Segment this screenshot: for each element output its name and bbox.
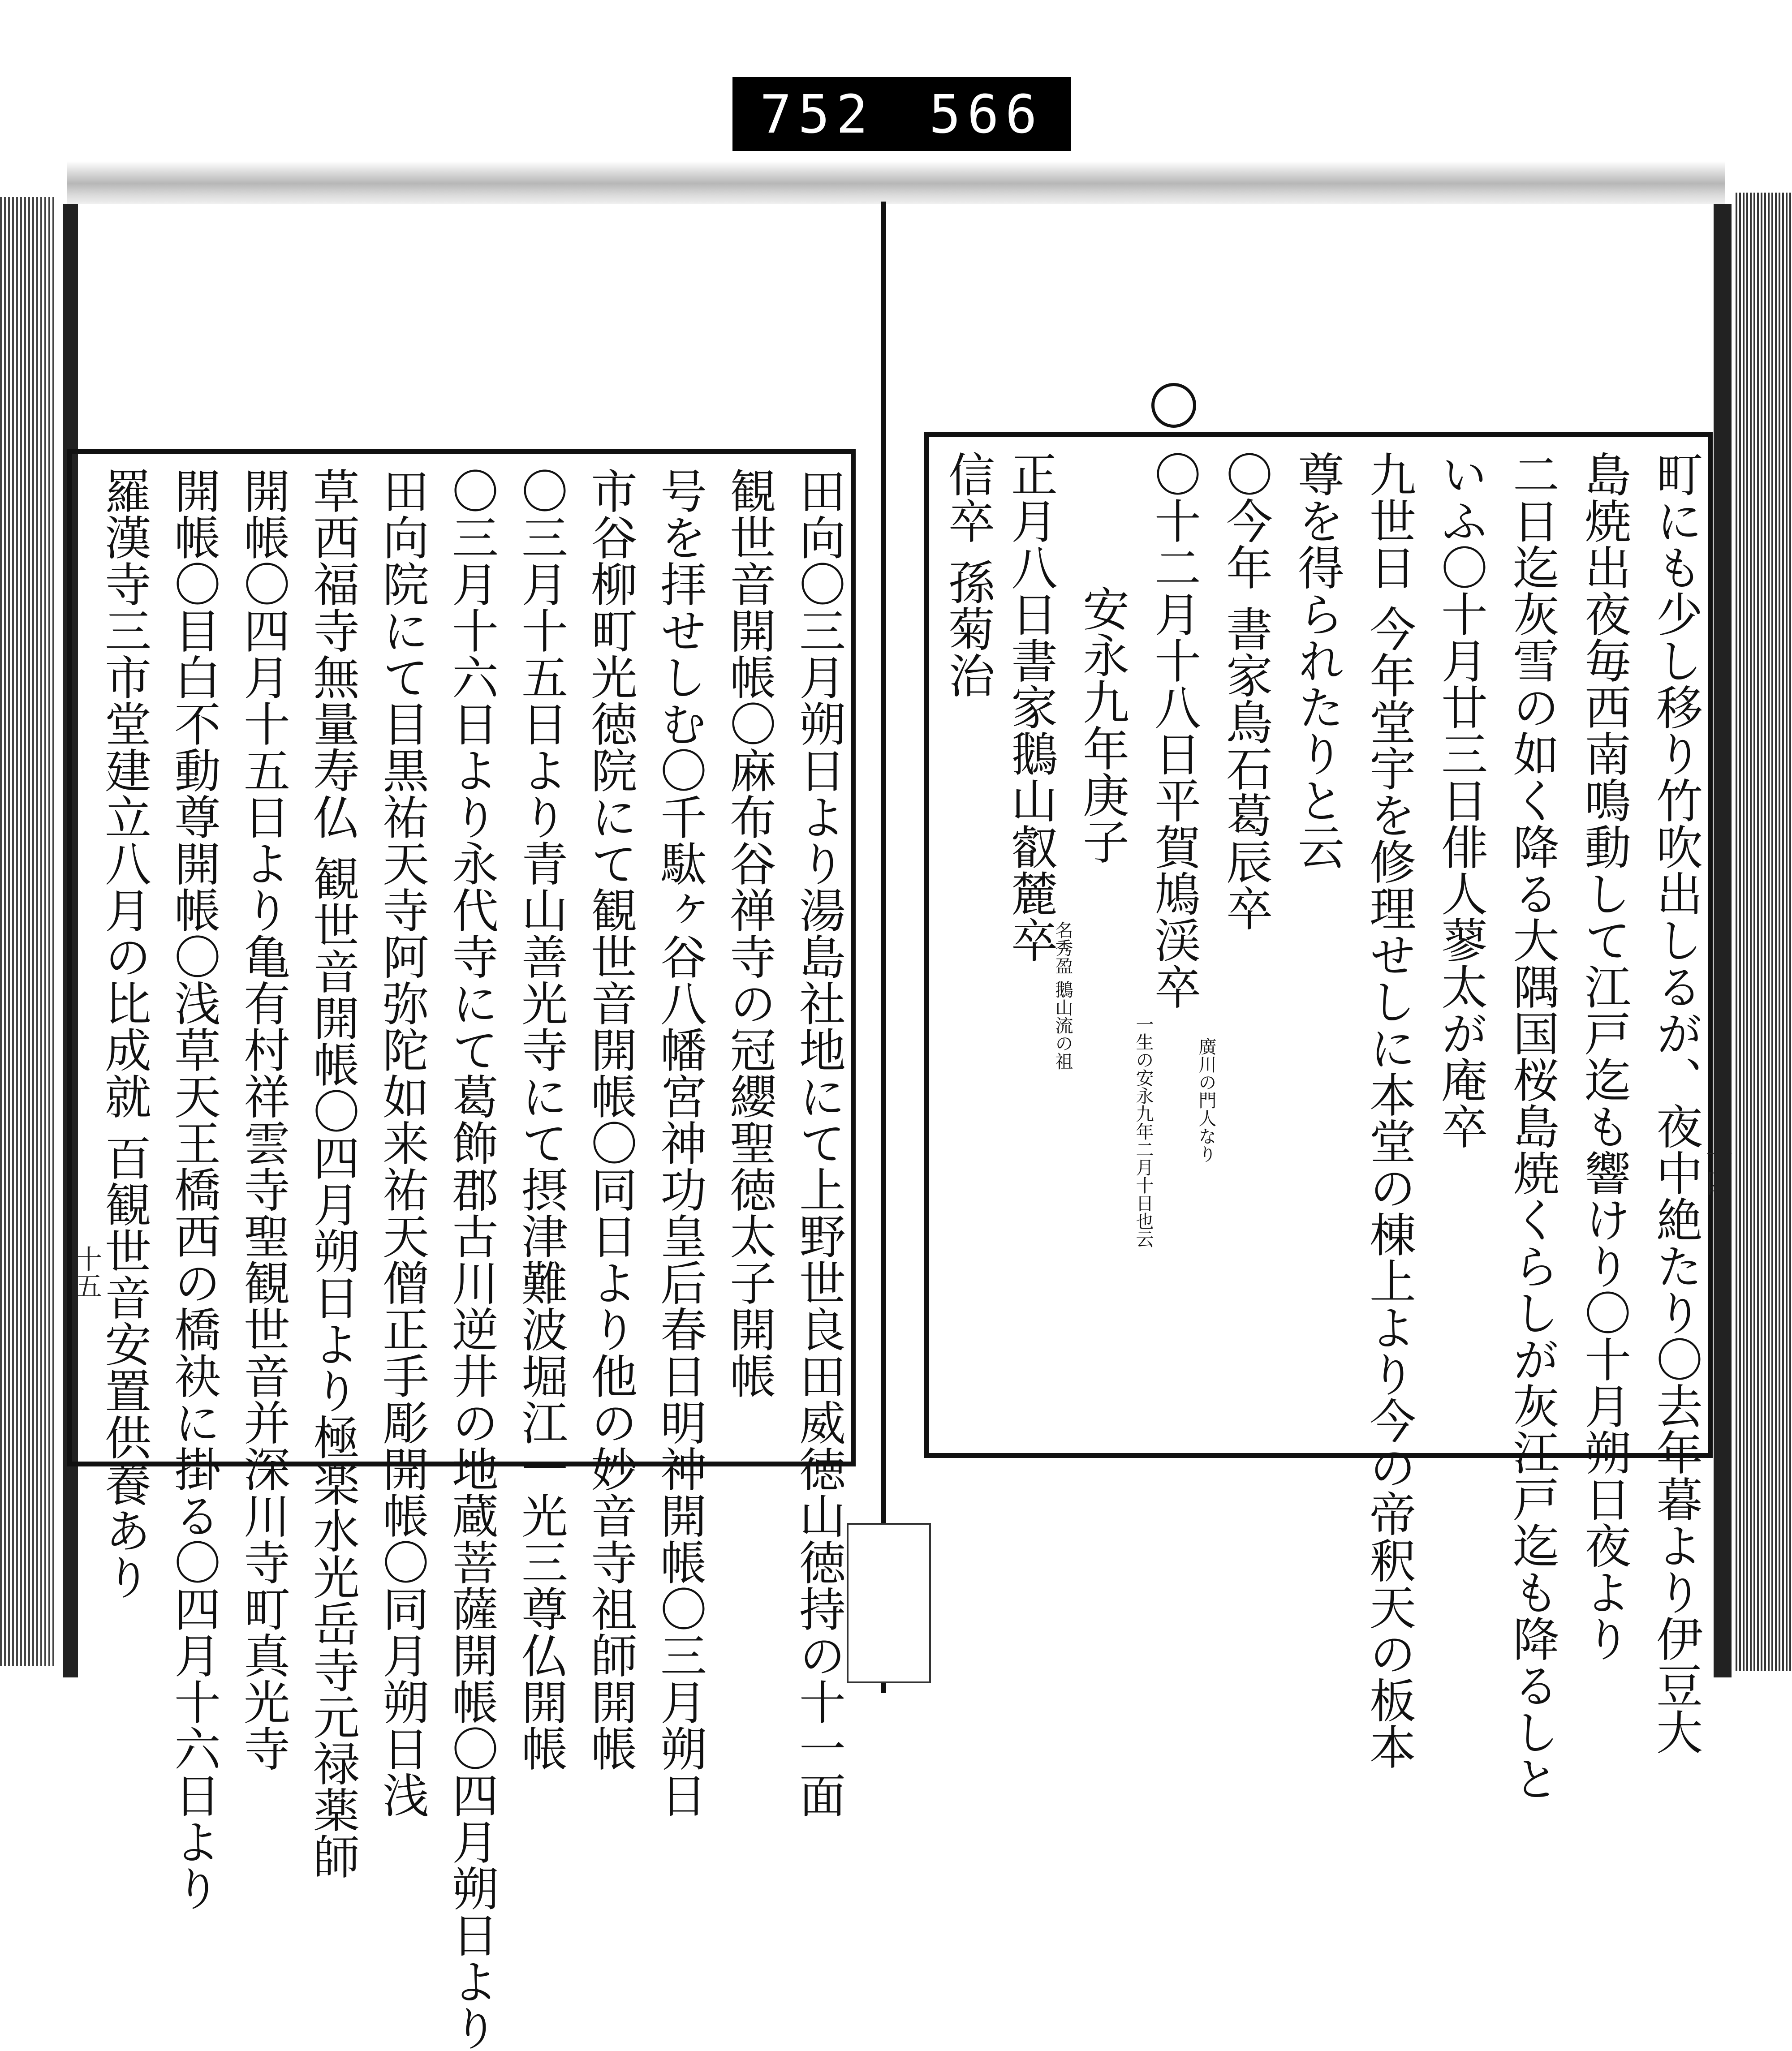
text-column: 開帳〇四月十五日より亀有村祥雲寺聖観世音并深川寺町真光寺 [236,467,290,1772]
text-column: 九世日 今年堂宇を修理せしに本堂の棟上より今の帝釈天の板本 [1361,451,1416,1770]
catalog-number-tag [732,77,1071,151]
text-column: 尊を得られたりと云 [1290,451,1344,870]
folio-number-right: 十四 [1702,1142,1733,1196]
catalog-number-right: 566 [929,83,1043,145]
text-column: 〇三月十六日より永代寺にて葛飾郡古川逆井の地蔵菩薩開帳〇四月朔日より [444,467,499,2051]
text-column: 二日迄灰雪の如く降る大隅国桜島焼くらしが灰江戸迄も降るしと [1505,451,1559,1802]
text-column: 〇三月十五日より青山善光寺にて摂津難波堀江一光三尊仏開帳 [513,467,568,1772]
book-spine [881,202,886,1693]
text-column: 信卒 孫菊治 [940,451,995,699]
left-text-frame [67,449,856,2051]
circle-mark [1151,383,1196,428]
text-column: 市谷柳町光徳院にて観世音開帳〇同日より他の妙音寺祖師開帳 [583,467,638,1772]
annotation: 一生の安永九年二月十日也云 [1133,1015,1154,1248]
text-column: 〇今年 書家鳥石葛辰卒 [1218,451,1273,932]
section-heading: 安永九年庚子 [1075,585,1129,864]
catalog-number-left: 752 [760,83,874,145]
text-column: 開帳〇目白不動尊開帳〇浅草天王橋西の橋袂に掛る〇四月十六日より [166,467,221,1911]
text-column: 〇十二月十八日平賀鳩渓卒 [1146,451,1201,1010]
folio-number-left: 十五 [71,1245,102,1299]
text-column: 田向院にて目黒祐天寺阿弥陀如来祐天僧正手彫開帳〇同月朔日浅 [375,467,429,1818]
text-column: いふ〇十月廿三日俳人蓼太が庵卒 [1433,451,1488,1149]
text-column: 観世音開帳〇麻布谷禅寺の冠纓聖徳太子開帳 [722,467,776,1399]
text-column: 草西福寺無量寿仏 観世音開帳〇四月朔日より極楽水光岳寺元禄薬師 [305,467,360,1880]
text-column: 町にも少し移り竹吹出しるが、夜中絶たり〇去年暮より伊豆大 [1648,451,1703,1755]
text-column: 羅漢寺三市堂建立八月の比成就 百観世音安置供養あり [97,467,151,1600]
scanner-shadow [67,161,1725,211]
annotation: 廣川の門人なり [1196,1037,1216,1163]
annotation: 名秀盈 鵝山流の祖 [1052,921,1073,1070]
right-text-frame [924,432,1713,1802]
left-page-edges [0,197,54,1666]
text-column: 正月八日書家鵝山叡麓卒 [1003,451,1058,963]
text-column: 島焼出夜毎西南鳴動して江戸迄も響けり〇十月朔日夜より [1577,451,1631,1662]
right-page-edges [1734,193,1792,1671]
text-column: 号を拝せしむ〇千駄ヶ谷八幡宮神功皇后春日明神開帳〇三月朔日 [652,467,707,1818]
text-column: 田向〇三月朔日より湯島社地にて上野世良田威徳山徳持の十一面 [791,467,846,1818]
binding-stub [847,1523,931,1683]
